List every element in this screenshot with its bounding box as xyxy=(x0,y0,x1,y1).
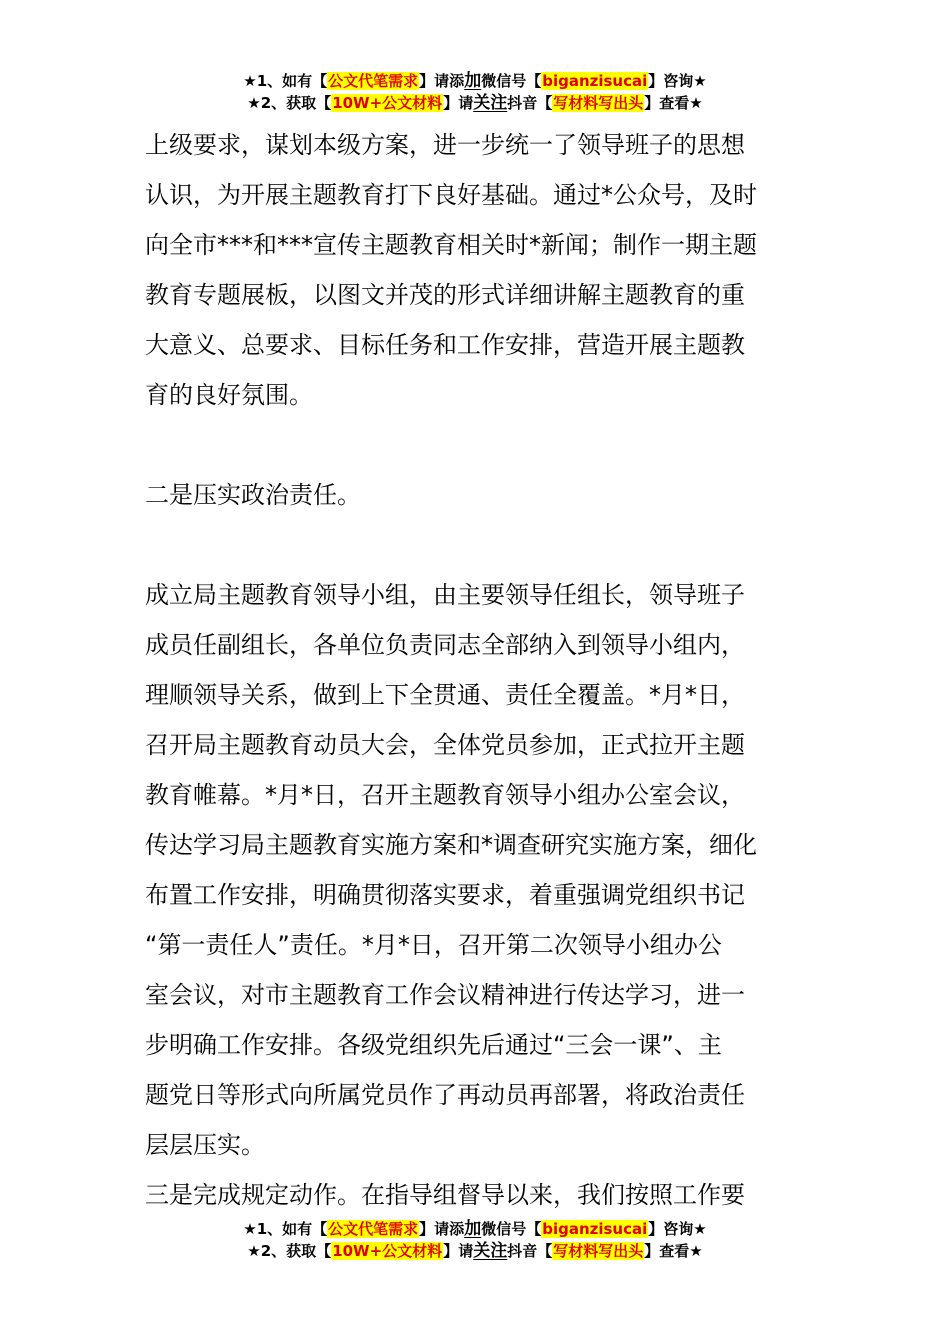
banner-highlight: 公文代笔需求 xyxy=(328,72,419,90)
paragraph-spacer xyxy=(145,520,811,570)
top-banner xyxy=(0,70,950,114)
text-line: 教育专题展板，以图文并茂的形式详细讲解主题教育的重 xyxy=(145,281,745,309)
banner-text: 】请添 xyxy=(419,1220,465,1238)
paragraph-spacer xyxy=(145,420,811,470)
paragraph-2 xyxy=(145,570,811,1170)
banner-line-1 xyxy=(0,1218,950,1240)
banner-text: 】查看★ xyxy=(644,1242,703,1260)
banner-text: 】请添 xyxy=(419,72,465,90)
text-line: 上级要求，谋划本级方案，进一步统一了领导班子的思想 xyxy=(145,131,745,159)
banner-emphasis: 关注 xyxy=(473,1241,508,1261)
text-line: “第一责任人”责任。*月*日，召开第二次领导小组办公 xyxy=(145,931,722,959)
text-line: 室会议，对市主题教育工作会议精神进行传达学习，进一 xyxy=(145,981,745,1009)
bottom-banner xyxy=(0,1218,950,1262)
banner-line-1 xyxy=(0,70,950,92)
banner-text: ★1、如有【 xyxy=(243,1220,328,1238)
text-line: 布置工作安排，明确贯彻落实要求，着重强调党组织书记 xyxy=(145,881,745,909)
text-line: 教育帷幕。*月*日，召开主题教育领导小组办公室会议， xyxy=(145,781,745,809)
banner-text: 微信号【 xyxy=(481,72,542,90)
banner-text: 】请 xyxy=(443,1242,474,1260)
banner-text: 】查看★ xyxy=(644,94,703,112)
banner-text: 】咨询★ xyxy=(648,72,707,90)
section-heading: 二是压实政治责任。 xyxy=(145,481,361,509)
text-line: 大意义、总要求、目标任务和工作安排，营造开展主题教 xyxy=(145,331,745,359)
text-line: 成员任副组长，各单位负责同志全部纳入到领导小组内， xyxy=(145,631,745,659)
banner-text: ★1、如有【 xyxy=(243,72,328,90)
text-line: 育的良好氛围。 xyxy=(145,381,313,409)
banner-emphasis: 关注 xyxy=(473,93,508,113)
banner-text: 】请 xyxy=(443,94,474,112)
banner-text: 】咨询★ xyxy=(648,1220,707,1238)
banner-highlight: biganzisucai xyxy=(542,1220,648,1238)
banner-highlight: 写材料写出头 xyxy=(553,1242,644,1260)
banner-line-2 xyxy=(0,92,950,114)
banner-line-2 xyxy=(0,1240,950,1262)
text-line: 认识，为开展主题教育打下良好基础。通过*公众号，及时 xyxy=(145,181,757,209)
banner-text: ★2、获取【 xyxy=(247,94,332,112)
banner-text: 抖音【 xyxy=(507,1242,553,1260)
banner-highlight: 10W+公文材料 xyxy=(332,94,443,112)
text-line: 向全市***和***宣传主题教育相关时*新闻；制作一期主题 xyxy=(145,231,757,259)
banner-highlight: 10W+公文材料 xyxy=(332,1242,443,1260)
text-line: 召开局主题教育动员大会，全体党员参加，正式拉开主题 xyxy=(145,731,745,759)
text-line: 层层压实。 xyxy=(145,1131,265,1159)
banner-emphasis: 加 xyxy=(464,71,482,91)
banner-highlight: biganzisucai xyxy=(542,72,648,90)
paragraph-1 xyxy=(145,120,811,420)
text-line: 三是完成规定动作。在指导组督导以来，我们按照工作要 xyxy=(145,1181,745,1209)
banner-highlight: 写材料写出头 xyxy=(553,94,644,112)
banner-emphasis: 加 xyxy=(464,1219,482,1239)
text-line: 题党日等形式向所属党员作了再动员再部署，将政治责任 xyxy=(145,1081,745,1109)
banner-highlight: 公文代笔需求 xyxy=(328,1220,419,1238)
text-line: 成立局主题教育领导小组，由主要领导任组长，领导班子 xyxy=(145,581,745,609)
document-body xyxy=(145,120,811,1220)
text-line: 步明确工作安排。各级党组织先后通过“三会一课”、主 xyxy=(145,1031,722,1059)
banner-text: ★2、获取【 xyxy=(247,1242,332,1260)
text-line: 理顺领导关系，做到上下全贯通、责任全覆盖。*月*日， xyxy=(145,681,745,709)
paragraph-3 xyxy=(145,1170,811,1220)
text-line: 传达学习局主题教育实施方案和*调查研究实施方案，细化 xyxy=(145,831,757,859)
banner-text: 抖音【 xyxy=(507,94,553,112)
banner-text: 微信号【 xyxy=(481,1220,542,1238)
